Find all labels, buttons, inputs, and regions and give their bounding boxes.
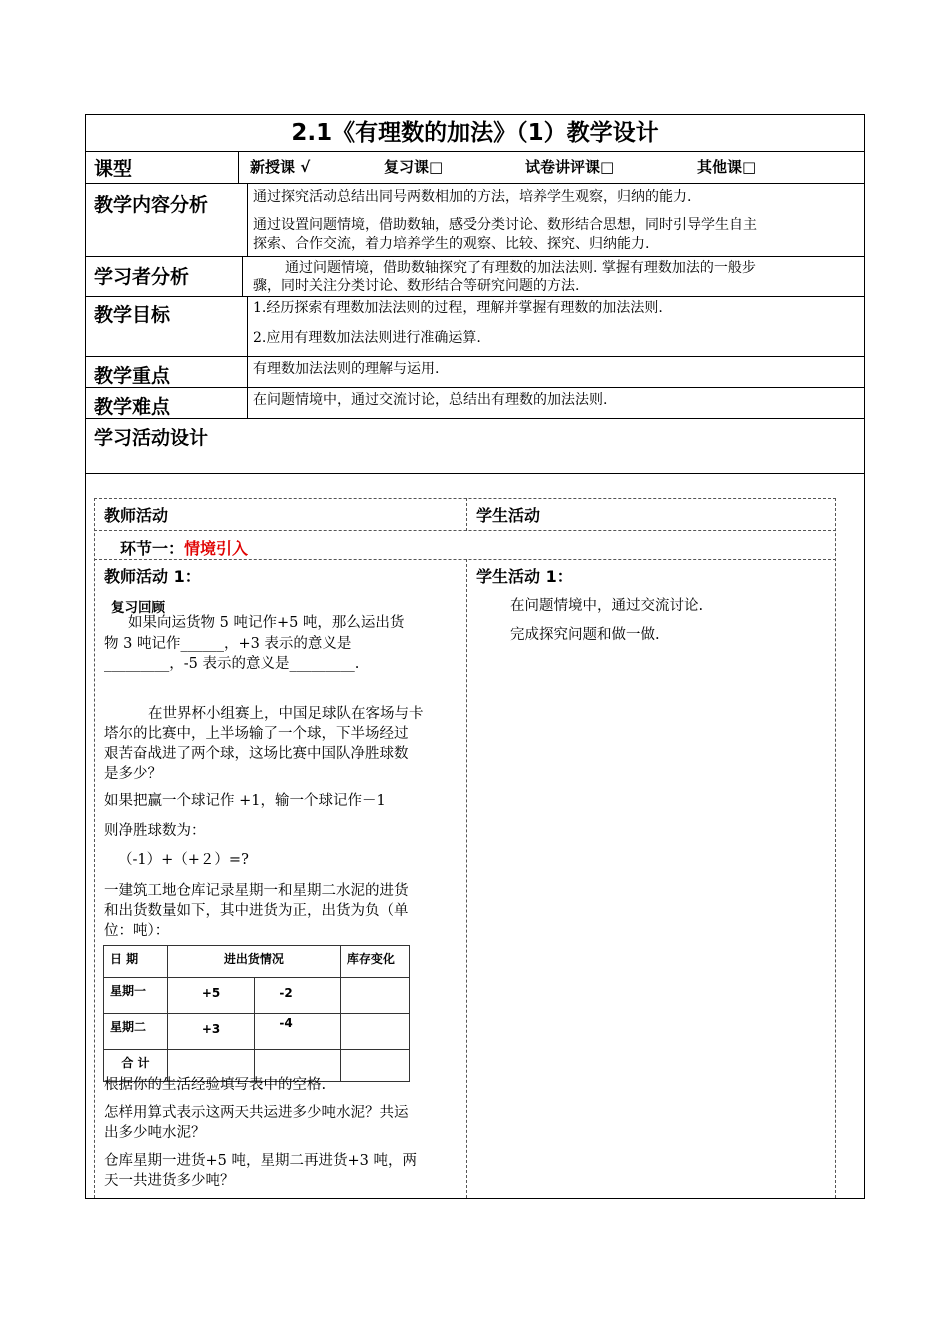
key-point-text: 有理数加法法则的理解与运用. xyxy=(253,361,440,377)
student-activity-1-title: 学生活动 1： xyxy=(476,567,573,586)
learner-analysis-l1: 通过问题情境，借助数轴探究了有理数的加法法则. 掌握有理数加法的一般步 xyxy=(285,260,756,276)
row-line xyxy=(85,418,865,419)
review-title: 复习回顾 xyxy=(111,600,165,616)
row-line xyxy=(85,387,865,388)
table-row xyxy=(104,1014,410,1050)
label-column-divider xyxy=(247,296,248,419)
header-change: 库存变化 xyxy=(340,946,409,978)
activity-table-line xyxy=(94,559,836,560)
after-table-line-2a: 怎样用算式表示这两天共运进多少吨水泥？共运 xyxy=(104,1105,409,1121)
objective-2: 2.应用有理数加法法则进行准确运算. xyxy=(253,330,481,346)
activity-table-right xyxy=(835,498,836,1198)
table-border-left xyxy=(85,114,86,1199)
cell-change xyxy=(340,1014,409,1050)
table-border-bottom xyxy=(85,1198,865,1199)
table-row xyxy=(104,946,410,978)
activity-table-left xyxy=(94,498,95,1198)
student-line-1: 在问题情境中，通过交流讨论. xyxy=(510,598,704,614)
section-name: 情境引入 xyxy=(184,539,249,558)
question-1-then: 则净胜球数为： xyxy=(104,823,206,839)
table-border-top xyxy=(85,114,865,115)
cell-total-change xyxy=(340,1050,409,1082)
question-2-line-2: 和出货数量如下，其中进货为正，出货为负（单 xyxy=(104,903,409,919)
row-line xyxy=(85,296,865,297)
after-table-line-2b: 出多少吨水泥？ xyxy=(104,1125,206,1141)
difficulty-label: 教学难点 xyxy=(94,396,171,418)
label-column-divider xyxy=(247,183,248,257)
option-other: 其他课□ xyxy=(697,158,757,176)
learner-analysis-l2: 骤，同时关注分类讨论、数形结合等研究问题的方法. xyxy=(253,278,580,294)
content-analysis-p2b: 探索、合作交流，着力培养学生的观察、比较、探究、归纳能力. xyxy=(253,236,650,252)
activity-column-divider xyxy=(466,559,467,1198)
row-line xyxy=(85,356,865,357)
row-line xyxy=(85,473,865,474)
after-table-line-3a: 仓库星期一进货+5 吨，星期二再进货+3 吨，两 xyxy=(104,1153,417,1169)
content-analysis-label: 教学内容分析 xyxy=(94,194,209,216)
row-line xyxy=(85,151,865,152)
difficulty-text: 在问题情境中，通过交流讨论，总结出有理数的加法法则. xyxy=(253,392,608,408)
question-2-line-1: 一建筑工地仓库记录星期一和星期二水泥的进货 xyxy=(104,883,409,899)
cell-total: 合 计 xyxy=(104,1050,168,1082)
activity-column-divider xyxy=(466,498,467,531)
student-activity-header: 学生活动 xyxy=(476,506,541,525)
question-1-expression: （-1）+（+２）=? xyxy=(118,852,249,868)
cell-day: 星期一 xyxy=(104,978,168,1014)
course-type-label: 课型 xyxy=(94,158,133,180)
activity-table-line xyxy=(94,530,836,531)
objective-1: 1.经历探索有理数加法法则的过程，理解并掌握有理数的加法法则. xyxy=(253,300,663,316)
cell-in: +3 xyxy=(167,1014,255,1050)
row-line xyxy=(85,256,865,257)
question-1-line-1: 在世界杯小组赛上，中国足球队在客场与卡 xyxy=(148,706,424,722)
label-column-divider xyxy=(238,151,239,184)
key-point-label: 教学重点 xyxy=(94,365,171,387)
section-prefix: 环节一： xyxy=(120,539,185,558)
review-line-2: 物 3 吨记作______，+3 表示的意义是 xyxy=(104,636,352,652)
teacher-activity-header: 教师活动 xyxy=(104,506,169,525)
review-line-1: 如果向运货物 5 吨记作+5 吨，那么运出货 xyxy=(128,615,405,631)
content-analysis-p2a: 通过设置问题情境，借助数轴，感受分类讨论、数形结合思想，同时引导学生自主 xyxy=(253,217,757,233)
header-flow: 进出货情况 xyxy=(167,946,340,978)
question-1-line-4: 是多少？ xyxy=(104,766,162,782)
table-row xyxy=(104,978,410,1014)
learner-analysis-label: 学习者分析 xyxy=(94,266,190,288)
question-1-rule: 如果把赢一个球记作 +1，输一个球记作－1 xyxy=(104,793,386,809)
content-analysis-p1: 通过探究活动总结出同号两数相加的方法，培养学生观察，归纳的能力. xyxy=(253,189,692,205)
option-new-lesson: 新授课 √ xyxy=(250,158,311,176)
activity-design-label: 学习活动设计 xyxy=(94,427,209,449)
option-review-lesson: 复习课□ xyxy=(384,158,444,176)
cell-out: -4 xyxy=(255,1014,341,1050)
page-title: 2.1《有理数的加法》（1）教学设计 xyxy=(291,120,659,146)
option-exam-review: 试卷讲评课□ xyxy=(525,158,615,176)
cell-day: 星期二 xyxy=(104,1014,168,1050)
cell-in: +5 xyxy=(167,978,255,1014)
student-line-2: 完成探究问题和做一做. xyxy=(510,627,660,643)
section-heading xyxy=(120,536,248,559)
label-column-divider xyxy=(242,256,243,297)
teacher-activity-1-title: 教师活动 1： xyxy=(104,567,201,586)
activity-table-top xyxy=(94,498,836,499)
header-date: 日 期 xyxy=(104,946,168,978)
question-2-line-3: 位：吨）： xyxy=(104,923,170,939)
cell-out: -2 xyxy=(255,978,341,1014)
table-border-right xyxy=(864,114,865,1199)
objectives-label: 教学目标 xyxy=(94,304,171,326)
review-line-3: _________，-5 表示的意义是_________. xyxy=(104,656,360,672)
inventory-table xyxy=(103,945,410,1082)
after-table-line-3b: 天一共进货多少吨？ xyxy=(104,1173,235,1189)
after-table-line-1: 根据你的生活经验填写表中的空格. xyxy=(104,1077,327,1093)
cell-change xyxy=(340,978,409,1014)
question-1-line-2: 塔尔的比赛中，上半场输了一个球，下半场经过 xyxy=(104,726,409,742)
row-line xyxy=(85,183,865,184)
question-1-line-3: 艰苦奋战进了两个球，这场比赛中国队净胜球数 xyxy=(104,746,409,762)
